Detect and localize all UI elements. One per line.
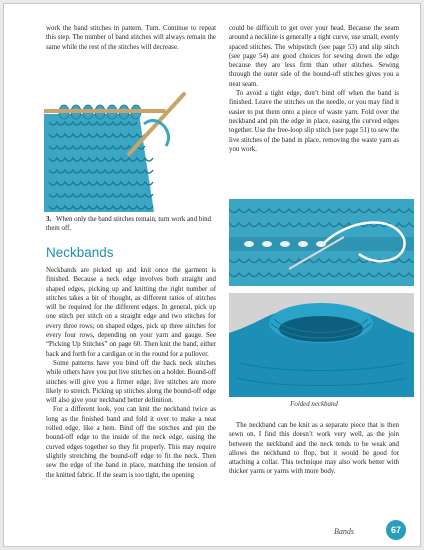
sewing-neckband-illustration (229, 199, 414, 286)
paragraph-4: could be difficult to get over your head. Because the seam around a neckline is generally a tight curve, use small, evenly spaced stitches. The whipstitch (see page 53) and slip stitch (see page 54) are good choices for sewing down the edge because they are less firm than other stitches. Sewing through the outer side of the bound-off stitches gives you a neat seam. (229, 25, 399, 88)
book-page (3, 3, 421, 547)
knitting-needles-illustration (44, 84, 216, 212)
intro-paragraph: work the band stitches in pattern. Turn. Continue to repeat this step. The number of band stitches will always remain the same while the rest of the stitches will decrease. (46, 25, 216, 51)
paragraph-2: Some patterns have you bind off the back neck stitches while others have you put live stitches on a holder. Bound-off stitches will give you a firmer edge; live stitches are more likely to stretch. Picking up stitches along the bound-off edge will also give your neckband better definition. (46, 359, 217, 405)
paragraph-6: The neckband can be knit as a separate piece that is then sewn on. I find this doesn’t work very well, as the join between the neckband and the neck tends to be weak and allows the neckband to flop, but it would be good for attaching a collar. This technique may also work better with thicker yarns or yarns with more body. (229, 422, 399, 476)
paragraph-1: Neckbands are picked up and knit once the garment is finished. Because a neck edge involves both straight and shaped edges, picking up and knitting the right number of stitches takes a bit of thought, as different ratios of stitches will be required for the different edges. In general, pick up one stitch per stitch on a straight edge and two stitches for every three rows; on shaped edges, pick up three stitches for every four rows, depending on your yarn and gauge. See “Picking Up Stitches” on page 60. Then knit the band, either back and forth for a cardigan or in the round for a pullover. (46, 267, 216, 358)
left-body (46, 266, 216, 480)
step-3 (46, 215, 216, 234)
left-intro (46, 24, 216, 52)
paragraph-5: To avoid a tight edge, don’t bind off when the band is finished. Leave the stitches on the needle, or you may find it easier to put them onto a piece of waste yarn. Fold over the neckband and pin the edge in place, easing the curved edges together. Use the free-loop slip stitch (see page 51) to sew the live stitches of the band in place, removing the waste yarn as you work. (229, 90, 399, 153)
photo-caption: Folded neckband (290, 401, 338, 408)
page-number-badge: 67 (386, 520, 406, 540)
right-top (229, 24, 399, 154)
right-bottom (229, 421, 399, 477)
footer-section-label: Bands (334, 527, 354, 536)
step-number: 3. (46, 216, 52, 223)
folded-neckband-photo (229, 293, 414, 397)
section-heading: Neckbands (46, 245, 114, 260)
step-text: When only the band stitches remain, turn work and bind them off. (46, 216, 212, 233)
paragraph-3: For a different look, you can knit the neckband twice as long as the finished band and fold it over to make a neat rolled edge, like a hem. Bind off the stitches and pin the bound-off edge to the inside of the neck edge, easing the curved edges together so they fit properly. This may require slightly stretching the bound-off edge to fit the neck. Then sew the edge of the band in place, matching the tension of the knitted fabric. If the seam is too tight, the opening (46, 406, 216, 479)
